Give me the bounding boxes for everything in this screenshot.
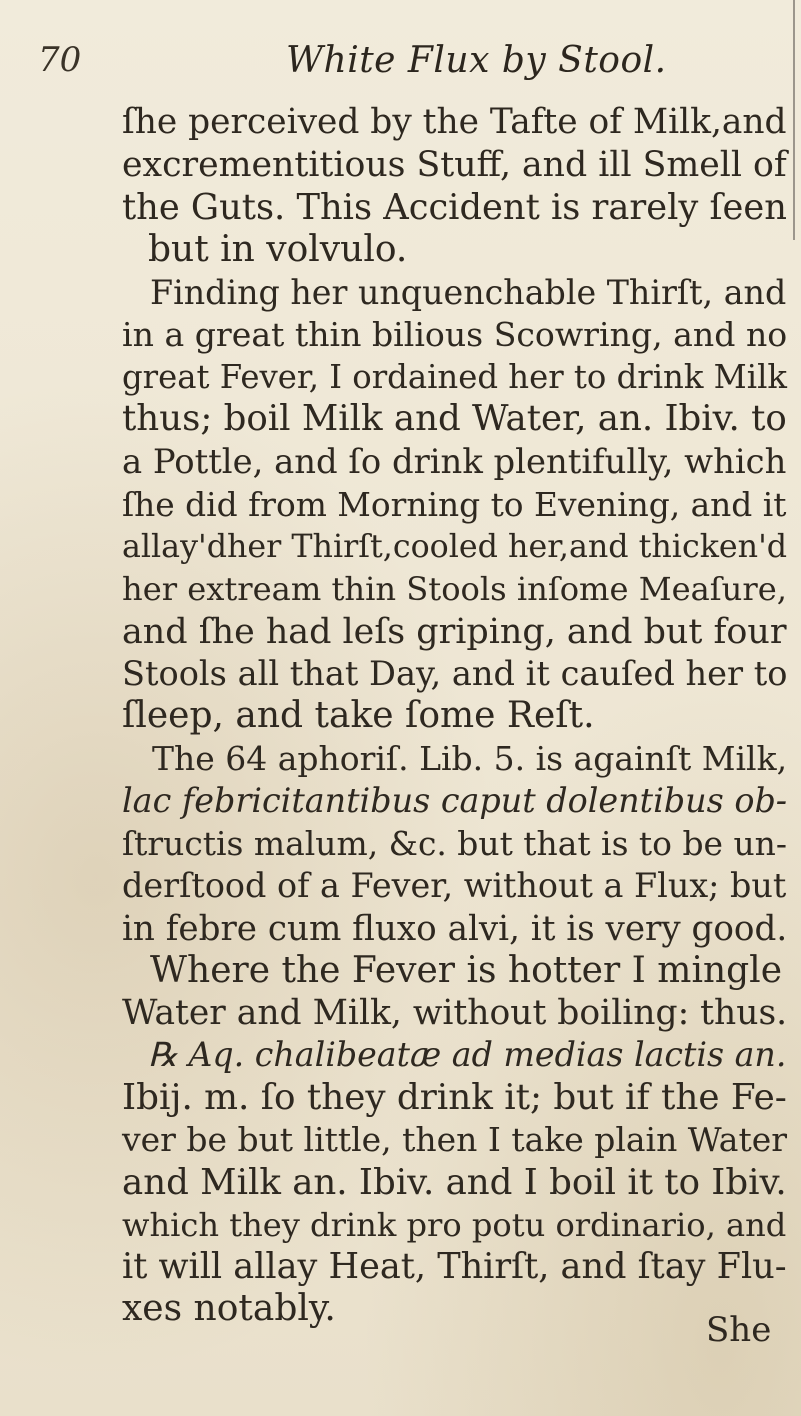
text-line: lac febricitantibus caput dolentibus ob- — [122, 781, 788, 820]
page-edge-line — [793, 0, 801, 240]
text-line: which they drink pro potu ordinario, and — [122, 1206, 787, 1244]
text-line: xes notably. — [122, 1288, 336, 1329]
text-line: The 64 aphoriſ. Lib. 5. is againſt Milk, — [152, 739, 788, 778]
text-line: and Milk an. Ibiv. and I boil it to Ibiv. — [122, 1162, 787, 1203]
text-line: in a great thin bilious Scowring, and no — [122, 315, 788, 354]
text-line: ſtructis malum, &c. but that is to be un- — [122, 824, 787, 863]
text-line: ſhe perceived by the Tafte of Milk,and — [122, 102, 787, 142]
text-line: excrementitious Stuff, and ill Smell of — [122, 145, 787, 185]
text-line: Ibij. m. ſo they drink it; but if the Fe- — [122, 1077, 787, 1118]
text-line: great Fever, I ordained her to drink Milk — [122, 358, 787, 396]
page-number: 70 — [38, 40, 82, 80]
text-line: ſhe did from Morning to Evening, and it — [122, 486, 787, 524]
text-line: Finding her unquenchable Thirſt, and — [150, 273, 787, 312]
catchword: She — [706, 1310, 772, 1350]
text-line: in febre cum fluxo alvi, it is very good. — [122, 909, 788, 949]
text-line: a Pottle, and ſo drink plentifully, which — [122, 442, 787, 481]
text-line: ℞ Aq. chalibeatæ ad medias lactis an. — [148, 1035, 787, 1074]
text-line: ſleep, and take ſome Reſt. — [122, 695, 595, 736]
text-line: thus; boil Milk and Water, an. Ibiv. to — [122, 398, 787, 439]
text-line: the Guts. This Accident is rarely ſeen — [122, 187, 787, 228]
text-line: ver be but little, then I take plain Water — [122, 1120, 787, 1159]
text-line: Where the Fever is hotter I mingle — [150, 950, 783, 991]
text-line: it will allay Heat, Thirſt, and ſtay Flu- — [122, 1246, 787, 1287]
text-line: allay'dher Thirſt,cooled her,and thicken'd — [122, 529, 788, 565]
text-line: derſtood of a Fever, without a Flux; but — [122, 866, 787, 905]
text-line: Stools all that Day, and it cauſed her to — [122, 654, 788, 693]
text-line: and ſhe had leſs griping, and but four — [122, 612, 787, 652]
text-line: but in volvulo. — [148, 229, 408, 270]
running-head: White Flux by Stool. — [286, 40, 667, 81]
text-line: Water and Milk, without boiling: thus. — [122, 993, 788, 1033]
text-line: her extream thin Stools inſome Meaſure, — [122, 570, 787, 608]
